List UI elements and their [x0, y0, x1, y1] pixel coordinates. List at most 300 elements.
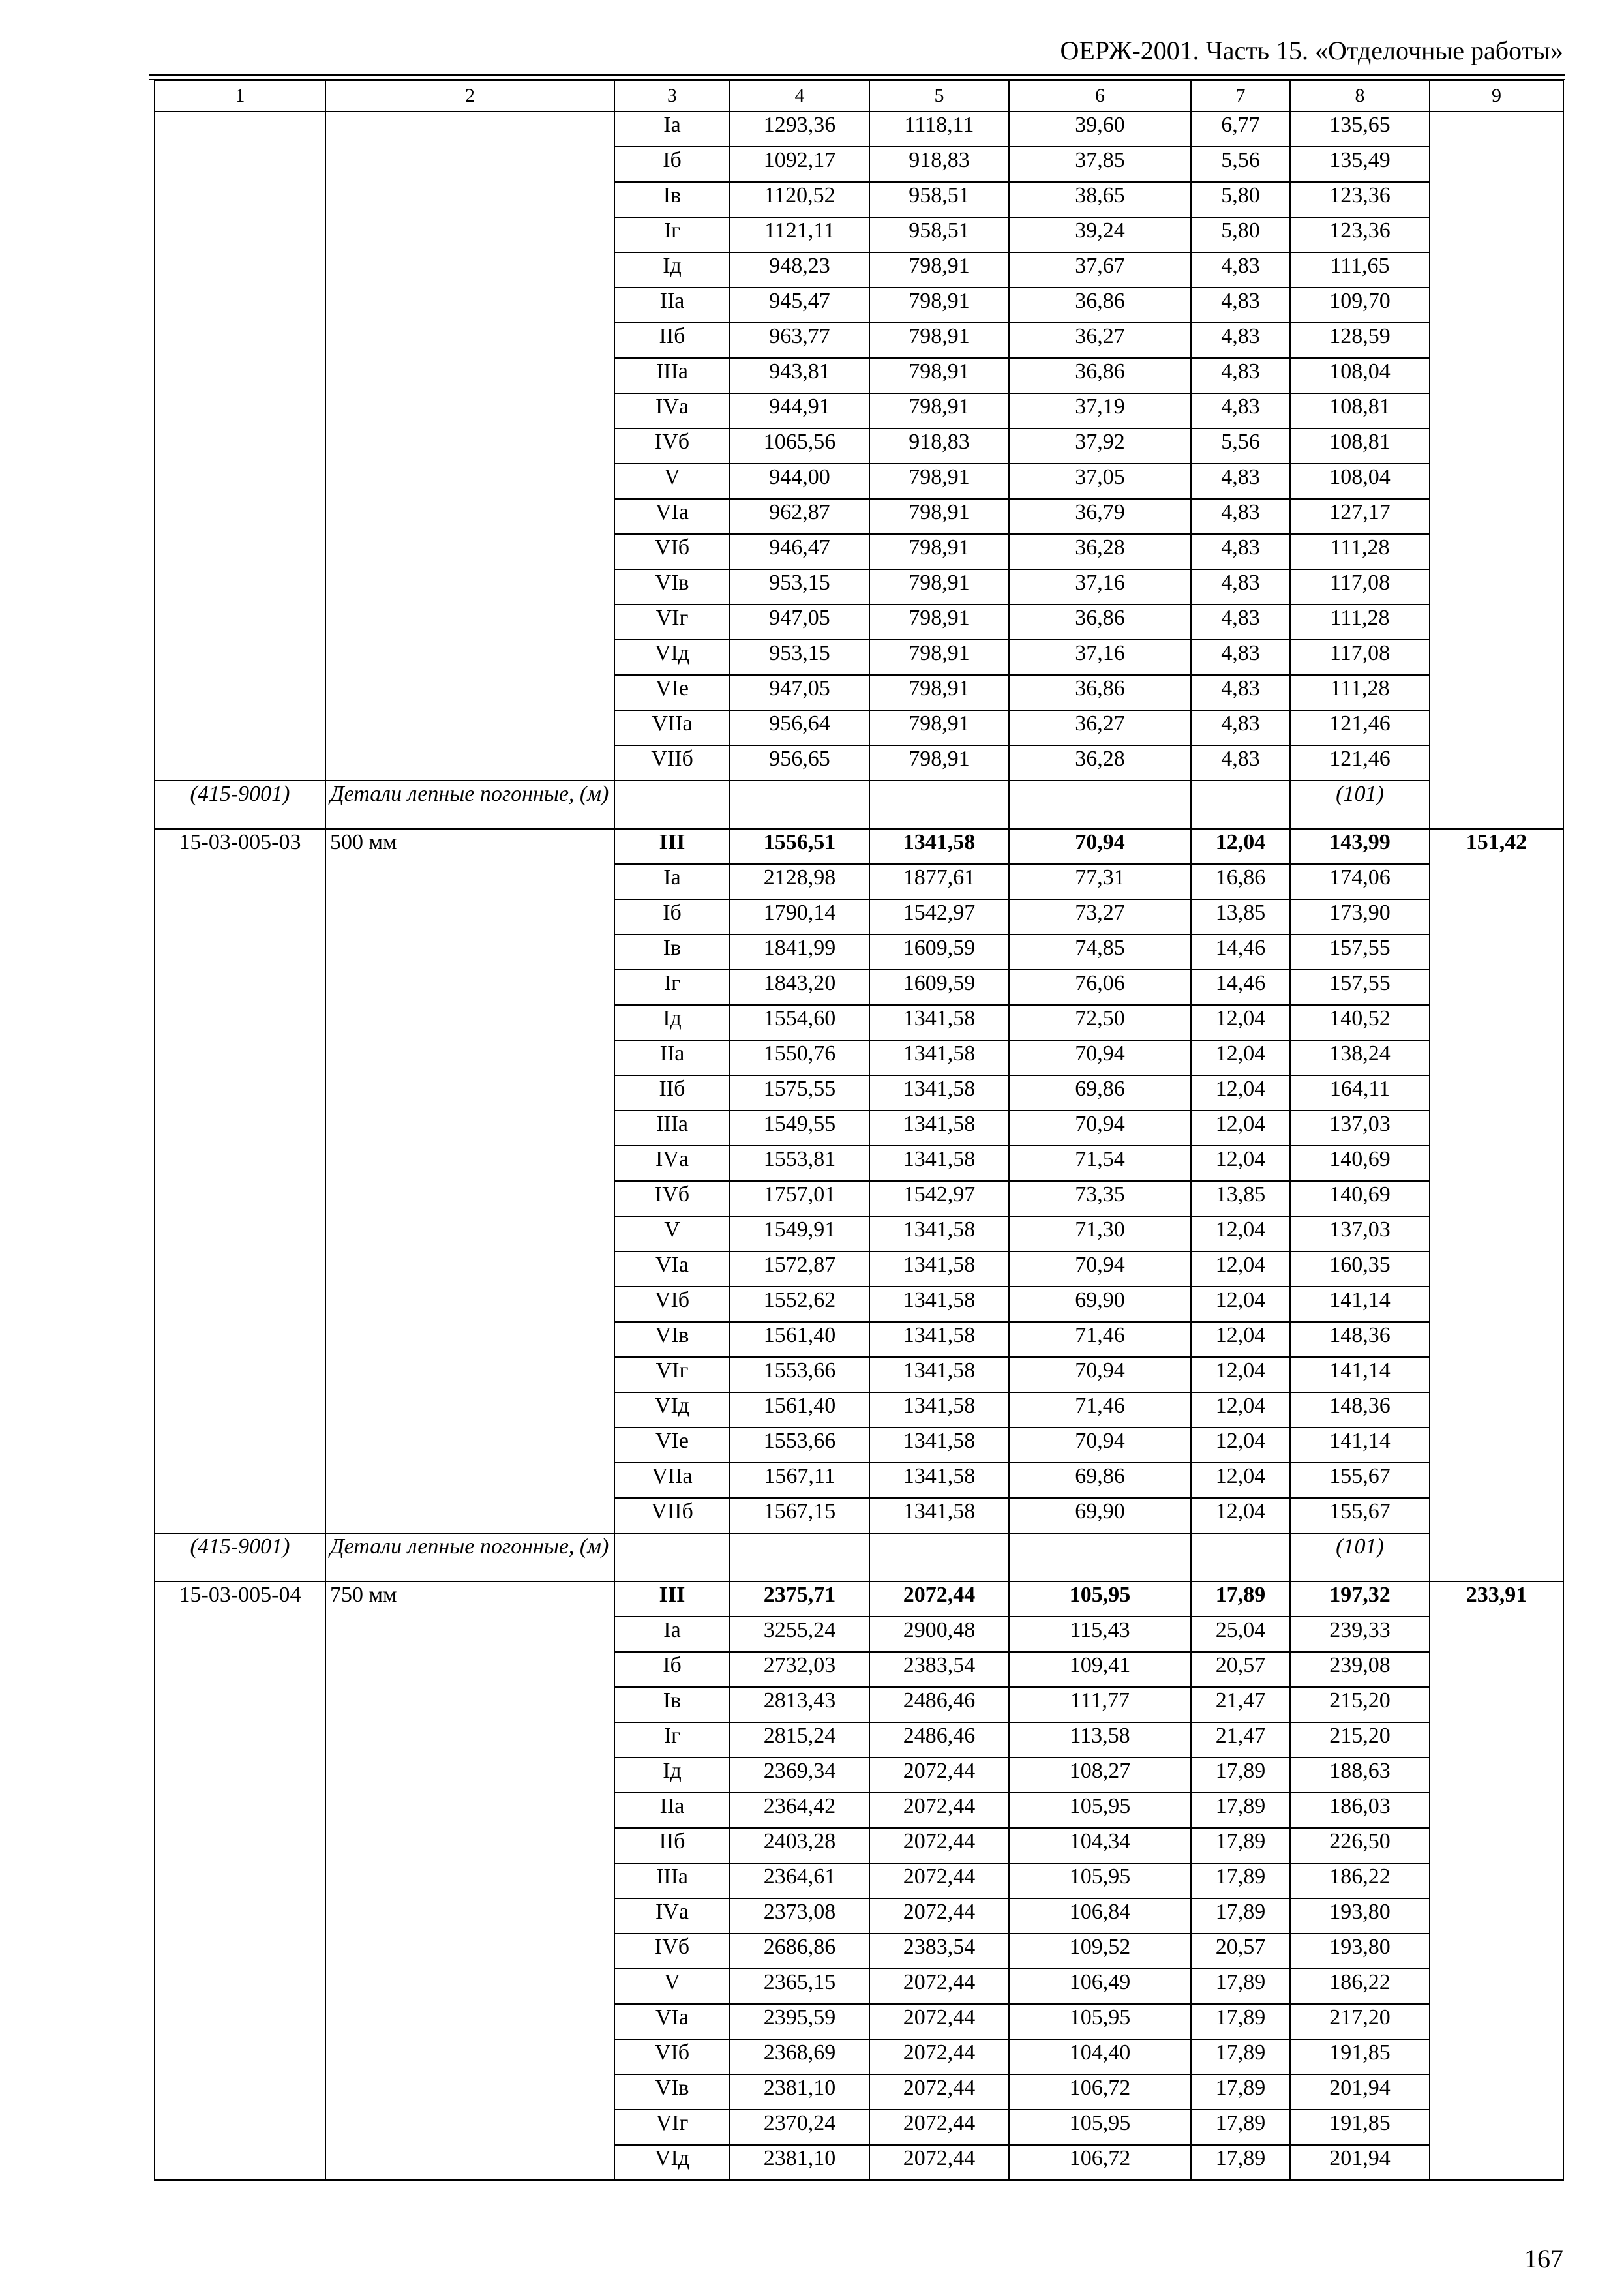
- machine-cost: 36,79: [1009, 499, 1191, 534]
- materials-cost: 239,33: [1290, 1617, 1430, 1652]
- wages: 1341,58: [869, 1111, 1009, 1146]
- machine-cost: 39,24: [1009, 217, 1191, 252]
- region-zone: VIд: [614, 640, 730, 675]
- wages: 1341,58: [869, 1498, 1009, 1533]
- machine-cost: 71,30: [1009, 1216, 1191, 1251]
- materials-cost: 111,28: [1290, 675, 1430, 710]
- wages: 1341,58: [869, 1040, 1009, 1075]
- total-cost: 1567,11: [730, 1463, 869, 1498]
- region-zone: IVа: [614, 1898, 730, 1934]
- materials-cost: 108,04: [1290, 464, 1430, 499]
- wages: 1341,58: [869, 1357, 1009, 1392]
- materials-cost: 128,59: [1290, 323, 1430, 358]
- machinist-wages: 20,57: [1191, 1934, 1290, 1969]
- region-zone: Iг: [614, 1722, 730, 1758]
- col9-value: 151,42: [1430, 829, 1563, 1581]
- machine-cost: 36,27: [1009, 710, 1191, 745]
- machine-cost: 36,86: [1009, 288, 1191, 323]
- machinist-wages: 12,04: [1191, 829, 1290, 864]
- machinist-wages: 17,89: [1191, 2074, 1290, 2110]
- machine-cost: 109,41: [1009, 1652, 1191, 1687]
- materials-cost: 191,85: [1290, 2110, 1430, 2145]
- header-rule: [149, 74, 1565, 76]
- machine-cost: 37,85: [1009, 147, 1191, 182]
- region-zone: V: [614, 464, 730, 499]
- machine-cost: 37,16: [1009, 640, 1191, 675]
- wages: 798,91: [869, 640, 1009, 675]
- region-zone: Iа: [614, 1617, 730, 1652]
- column-number: 5: [869, 80, 1009, 112]
- wages: 1341,58: [869, 1075, 1009, 1111]
- wages: 1341,58: [869, 1287, 1009, 1322]
- machinist-wages: 14,46: [1191, 970, 1290, 1005]
- machinist-wages: 4,83: [1191, 745, 1290, 781]
- materials-cost: 117,08: [1290, 640, 1430, 675]
- resource-code: (415-9001): [155, 781, 325, 829]
- wages: 2383,54: [869, 1652, 1009, 1687]
- total-cost: 1567,15: [730, 1498, 869, 1533]
- norm-code: 15-03-005-03: [155, 829, 325, 1533]
- wages: 2072,44: [869, 1758, 1009, 1793]
- materials-cost: 148,36: [1290, 1392, 1430, 1428]
- total-cost: 2813,43: [730, 1687, 869, 1722]
- total-cost: 944,00: [730, 464, 869, 499]
- total-cost: 1553,81: [730, 1146, 869, 1181]
- column-number: 9: [1430, 80, 1563, 112]
- wages: 798,91: [869, 323, 1009, 358]
- wages: 958,51: [869, 217, 1009, 252]
- region-zone: Iд: [614, 252, 730, 288]
- wages: 1341,58: [869, 829, 1009, 864]
- wages: 1341,58: [869, 1428, 1009, 1463]
- machinist-wages: 4,83: [1191, 358, 1290, 393]
- total-cost: 2395,59: [730, 2004, 869, 2039]
- region-zone: Iв: [614, 182, 730, 217]
- materials-cost: 186,03: [1290, 1793, 1430, 1828]
- region-zone: VIа: [614, 499, 730, 534]
- total-cost: 2381,10: [730, 2074, 869, 2110]
- total-cost: 1572,87: [730, 1251, 869, 1287]
- region-zone: V: [614, 1969, 730, 2004]
- total-cost: 1549,55: [730, 1111, 869, 1146]
- machine-cost: 69,86: [1009, 1075, 1191, 1111]
- machinist-wages: 12,04: [1191, 1146, 1290, 1181]
- machinist-wages: 17,89: [1191, 1863, 1290, 1898]
- total-cost: 956,65: [730, 745, 869, 781]
- empty-cell: [614, 781, 730, 829]
- column-number: 7: [1191, 80, 1290, 112]
- wages: 798,91: [869, 393, 1009, 428]
- materials-cost: 137,03: [1290, 1111, 1430, 1146]
- region-zone: Iг: [614, 970, 730, 1005]
- total-cost: 1757,01: [730, 1181, 869, 1216]
- column-number: 4: [730, 80, 869, 112]
- machine-cost: 70,94: [1009, 1428, 1191, 1463]
- machine-cost: 105,95: [1009, 1863, 1191, 1898]
- materials-cost: 117,08: [1290, 569, 1430, 605]
- total-cost: 3255,24: [730, 1617, 869, 1652]
- region-zone: VIе: [614, 1428, 730, 1463]
- machine-cost: 109,52: [1009, 1934, 1191, 1969]
- wages: 2072,44: [869, 1898, 1009, 1934]
- machinist-wages: 14,46: [1191, 935, 1290, 970]
- empty-cell: [1191, 1533, 1290, 1581]
- materials-cost: 140,69: [1290, 1181, 1430, 1216]
- total-cost: 946,47: [730, 534, 869, 569]
- region-zone: VIг: [614, 605, 730, 640]
- wages: 1609,59: [869, 935, 1009, 970]
- machinist-wages: 17,89: [1191, 2110, 1290, 2145]
- resource-quantity: (101): [1290, 1533, 1430, 1581]
- total-cost: 1575,55: [730, 1075, 869, 1111]
- materials-cost: 164,11: [1290, 1075, 1430, 1111]
- total-cost: 1561,40: [730, 1322, 869, 1357]
- region-zone: IIб: [614, 1075, 730, 1111]
- machinist-wages: 4,83: [1191, 288, 1290, 323]
- resource-description: Детали лепные погонные, (м): [325, 1533, 614, 1581]
- machine-cost: 37,67: [1009, 252, 1191, 288]
- empty-cell: [1009, 781, 1191, 829]
- machinist-wages: 4,83: [1191, 464, 1290, 499]
- materials-cost: 111,28: [1290, 605, 1430, 640]
- region-zone: Iд: [614, 1005, 730, 1040]
- machine-cost: 74,85: [1009, 935, 1191, 970]
- machinist-wages: 5,80: [1191, 182, 1290, 217]
- wages: 918,83: [869, 428, 1009, 464]
- machinist-wages: 17,89: [1191, 1898, 1290, 1934]
- price-table-body: [155, 80, 1563, 2180]
- machinist-wages: 4,83: [1191, 605, 1290, 640]
- region-zone: Iг: [614, 217, 730, 252]
- total-cost: 2686,86: [730, 1934, 869, 1969]
- total-cost: 2364,42: [730, 1793, 869, 1828]
- materials-cost: 186,22: [1290, 1863, 1430, 1898]
- materials-cost: 143,99: [1290, 829, 1430, 864]
- machinist-wages: 12,04: [1191, 1463, 1290, 1498]
- machinist-wages: 12,04: [1191, 1357, 1290, 1392]
- region-zone: VIб: [614, 534, 730, 569]
- materials-cost: 111,65: [1290, 252, 1430, 288]
- resource-quantity: (101): [1290, 781, 1430, 829]
- wages: 1341,58: [869, 1216, 1009, 1251]
- machinist-wages: 4,83: [1191, 252, 1290, 288]
- region-zone: IVа: [614, 393, 730, 428]
- materials-cost: 186,22: [1290, 1969, 1430, 2004]
- running-header: ОЕРЖ-2001. Часть 15. «Отделочные работы»: [1060, 36, 1563, 65]
- wages: 1877,61: [869, 864, 1009, 899]
- wages: 798,91: [869, 569, 1009, 605]
- materials-cost: 197,32: [1290, 1581, 1430, 1617]
- total-cost: 1561,40: [730, 1392, 869, 1428]
- machine-cost: 115,43: [1009, 1617, 1191, 1652]
- machine-cost: 39,60: [1009, 112, 1191, 147]
- total-cost: 956,64: [730, 710, 869, 745]
- total-cost: 1120,52: [730, 182, 869, 217]
- wages: 1341,58: [869, 1463, 1009, 1498]
- total-cost: 1550,76: [730, 1040, 869, 1075]
- region-zone: VIе: [614, 675, 730, 710]
- wages: 798,91: [869, 675, 1009, 710]
- machinist-wages: 5,56: [1191, 428, 1290, 464]
- region-zone: III: [614, 1581, 730, 1617]
- machinist-wages: 5,80: [1191, 217, 1290, 252]
- machinist-wages: 17,89: [1191, 2039, 1290, 2074]
- price-table: [154, 80, 1564, 2181]
- wages: 1542,97: [869, 899, 1009, 935]
- machine-cost: 36,28: [1009, 745, 1191, 781]
- resource-description: Детали лепные погонные, (м): [325, 781, 614, 829]
- materials-cost: 121,46: [1290, 745, 1430, 781]
- machinist-wages: 13,85: [1191, 899, 1290, 935]
- region-zone: VIв: [614, 569, 730, 605]
- materials-cost: 217,20: [1290, 2004, 1430, 2039]
- machine-cost: 73,27: [1009, 899, 1191, 935]
- region-zone: Iа: [614, 112, 730, 147]
- column-number: 6: [1009, 80, 1191, 112]
- materials-cost: 188,63: [1290, 1758, 1430, 1793]
- total-cost: 2128,98: [730, 864, 869, 899]
- machine-cost: 106,84: [1009, 1898, 1191, 1934]
- page-number: 167: [1524, 2244, 1563, 2273]
- region-zone: IVб: [614, 428, 730, 464]
- machinist-wages: 21,47: [1191, 1687, 1290, 1722]
- wages: 2072,44: [869, 2039, 1009, 2074]
- region-zone: IIа: [614, 1793, 730, 1828]
- materials-cost: 157,55: [1290, 935, 1430, 970]
- total-cost: 1065,56: [730, 428, 869, 464]
- materials-cost: 141,14: [1290, 1428, 1430, 1463]
- region-zone: VIд: [614, 1392, 730, 1428]
- region-zone: Iб: [614, 147, 730, 182]
- wages: 798,91: [869, 288, 1009, 323]
- wages: 1341,58: [869, 1251, 1009, 1287]
- wages: 798,91: [869, 464, 1009, 499]
- machinist-wages: 12,04: [1191, 1428, 1290, 1463]
- machinist-wages: 20,57: [1191, 1652, 1290, 1687]
- machinist-wages: 17,89: [1191, 2004, 1290, 2039]
- machinist-wages: 4,83: [1191, 534, 1290, 569]
- materials-cost: 174,06: [1290, 864, 1430, 899]
- machinist-wages: 12,04: [1191, 1040, 1290, 1075]
- total-cost: 943,81: [730, 358, 869, 393]
- total-cost: 1556,51: [730, 829, 869, 864]
- column-number-row: [155, 80, 1563, 112]
- materials-cost: 141,14: [1290, 1357, 1430, 1392]
- region-zone: VIIб: [614, 745, 730, 781]
- total-cost: 1293,36: [730, 112, 869, 147]
- machinist-wages: 12,04: [1191, 1075, 1290, 1111]
- region-zone: Iд: [614, 1758, 730, 1793]
- region-zone: VIIа: [614, 1463, 730, 1498]
- machine-cost: 106,72: [1009, 2145, 1191, 2180]
- norm-description: 750 мм: [325, 1581, 614, 2180]
- total-cost: 2732,03: [730, 1652, 869, 1687]
- materials-cost: 191,85: [1290, 2039, 1430, 2074]
- machinist-wages: 12,04: [1191, 1251, 1290, 1287]
- machinist-wages: 21,47: [1191, 1722, 1290, 1758]
- region-zone: IIIа: [614, 1863, 730, 1898]
- materials-cost: 201,94: [1290, 2074, 1430, 2110]
- region-zone: V: [614, 1216, 730, 1251]
- total-cost: 1790,14: [730, 899, 869, 935]
- materials-cost: 108,81: [1290, 393, 1430, 428]
- materials-cost: 148,36: [1290, 1322, 1430, 1357]
- total-cost: 963,77: [730, 323, 869, 358]
- region-zone: VIIб: [614, 1498, 730, 1533]
- region-zone: VIд: [614, 2145, 730, 2180]
- table-row: [155, 112, 1563, 147]
- total-cost: 2368,69: [730, 2039, 869, 2074]
- empty-cell: [869, 1533, 1009, 1581]
- wages: 2383,54: [869, 1934, 1009, 1969]
- total-cost: 953,15: [730, 640, 869, 675]
- col9-cell-empty: [1430, 112, 1563, 829]
- region-zone: VIв: [614, 1322, 730, 1357]
- resource-code: (415-9001): [155, 1533, 325, 1581]
- machinist-wages: 17,89: [1191, 1793, 1290, 1828]
- machinist-wages: 4,83: [1191, 393, 1290, 428]
- region-zone: Iб: [614, 1652, 730, 1687]
- total-cost: 2403,28: [730, 1828, 869, 1863]
- machine-cost: 37,92: [1009, 428, 1191, 464]
- total-cost: 1554,60: [730, 1005, 869, 1040]
- wages: 1341,58: [869, 1005, 1009, 1040]
- region-zone: Iа: [614, 864, 730, 899]
- machinist-wages: 4,83: [1191, 323, 1290, 358]
- materials-cost: 138,24: [1290, 1040, 1430, 1075]
- materials-cost: 155,67: [1290, 1498, 1430, 1533]
- total-cost: 2364,61: [730, 1863, 869, 1898]
- machinist-wages: 16,86: [1191, 864, 1290, 899]
- total-cost: 2381,10: [730, 2145, 869, 2180]
- materials-cost: 140,52: [1290, 1005, 1430, 1040]
- materials-cost: 121,46: [1290, 710, 1430, 745]
- region-zone: VIIа: [614, 710, 730, 745]
- wages: 2486,46: [869, 1687, 1009, 1722]
- materials-cost: 108,04: [1290, 358, 1430, 393]
- machinist-wages: 4,83: [1191, 499, 1290, 534]
- machine-cost: 106,49: [1009, 1969, 1191, 2004]
- total-cost: 1553,66: [730, 1428, 869, 1463]
- materials-cost: 127,17: [1290, 499, 1430, 534]
- region-zone: VIг: [614, 1357, 730, 1392]
- region-zone: IVб: [614, 1181, 730, 1216]
- machine-cost: 70,94: [1009, 829, 1191, 864]
- materials-cost: 123,36: [1290, 182, 1430, 217]
- machinist-wages: 12,04: [1191, 1005, 1290, 1040]
- resource-note-row: [155, 1533, 1563, 1581]
- machine-cost: 105,95: [1009, 1581, 1191, 1617]
- wages: 1341,58: [869, 1392, 1009, 1428]
- machine-cost: 70,94: [1009, 1111, 1191, 1146]
- wages: 2072,44: [869, 1863, 1009, 1898]
- empty-cell: [1191, 781, 1290, 829]
- total-cost: 2373,08: [730, 1898, 869, 1934]
- materials-cost: 160,35: [1290, 1251, 1430, 1287]
- wages: 798,91: [869, 252, 1009, 288]
- resource-note-row: [155, 781, 1563, 829]
- materials-cost: 111,28: [1290, 534, 1430, 569]
- wages: 2486,46: [869, 1722, 1009, 1758]
- materials-cost: 109,70: [1290, 288, 1430, 323]
- machinist-wages: 12,04: [1191, 1111, 1290, 1146]
- machinist-wages: 4,83: [1191, 640, 1290, 675]
- materials-cost: 215,20: [1290, 1722, 1430, 1758]
- region-zone: IIIа: [614, 358, 730, 393]
- machine-cost: 77,31: [1009, 864, 1191, 899]
- region-zone: IIб: [614, 323, 730, 358]
- wages: 2072,44: [869, 2004, 1009, 2039]
- machine-cost: 37,05: [1009, 464, 1191, 499]
- machine-cost: 36,28: [1009, 534, 1191, 569]
- machinist-wages: 6,77: [1191, 112, 1290, 147]
- machine-cost: 105,95: [1009, 2110, 1191, 2145]
- wages: 2072,44: [869, 2110, 1009, 2145]
- empty-cell: [614, 1533, 730, 1581]
- wages: 1542,97: [869, 1181, 1009, 1216]
- region-zone: IIа: [614, 1040, 730, 1075]
- total-cost: 947,05: [730, 675, 869, 710]
- machine-cost: 70,94: [1009, 1040, 1191, 1075]
- machine-cost: 36,27: [1009, 323, 1191, 358]
- machine-cost: 76,06: [1009, 970, 1191, 1005]
- region-zone: IIIа: [614, 1111, 730, 1146]
- wages: 798,91: [869, 358, 1009, 393]
- wages: 958,51: [869, 182, 1009, 217]
- machine-cost: 113,58: [1009, 1722, 1191, 1758]
- machinist-wages: 4,83: [1191, 675, 1290, 710]
- region-zone: VIб: [614, 1287, 730, 1322]
- norm-main-row: [155, 1581, 1563, 1617]
- wages: 798,91: [869, 534, 1009, 569]
- region-zone: III: [614, 829, 730, 864]
- total-cost: 1121,11: [730, 217, 869, 252]
- materials-cost: 201,94: [1290, 2145, 1430, 2180]
- machine-cost: 69,86: [1009, 1463, 1191, 1498]
- machine-cost: 69,90: [1009, 1287, 1191, 1322]
- materials-cost: 140,69: [1290, 1146, 1430, 1181]
- materials-cost: 193,80: [1290, 1898, 1430, 1934]
- machine-cost: 105,95: [1009, 2004, 1191, 2039]
- desc-cell-empty: [325, 112, 614, 781]
- machinist-wages: 13,85: [1191, 1181, 1290, 1216]
- total-cost: 2375,71: [730, 1581, 869, 1617]
- materials-cost: 135,65: [1290, 112, 1430, 147]
- empty-cell: [1009, 1533, 1191, 1581]
- materials-cost: 137,03: [1290, 1216, 1430, 1251]
- region-zone: IIб: [614, 1828, 730, 1863]
- wages: 2900,48: [869, 1617, 1009, 1652]
- total-cost: 2369,34: [730, 1758, 869, 1793]
- machinist-wages: 5,56: [1191, 147, 1290, 182]
- code-cell-empty: [155, 112, 325, 781]
- machine-cost: 38,65: [1009, 182, 1191, 217]
- machinist-wages: 12,04: [1191, 1322, 1290, 1357]
- machine-cost: 69,90: [1009, 1498, 1191, 1533]
- col9-value: 233,91: [1430, 1581, 1563, 2180]
- machinist-wages: 4,83: [1191, 710, 1290, 745]
- region-zone: VIб: [614, 2039, 730, 2074]
- region-zone: Iв: [614, 935, 730, 970]
- machinist-wages: 17,89: [1191, 1828, 1290, 1863]
- materials-cost: 226,50: [1290, 1828, 1430, 1863]
- machine-cost: 36,86: [1009, 358, 1191, 393]
- machinist-wages: 17,89: [1191, 2145, 1290, 2180]
- materials-cost: 123,36: [1290, 217, 1430, 252]
- wages: 2072,44: [869, 2145, 1009, 2180]
- machinist-wages: 17,89: [1191, 1758, 1290, 1793]
- wages: 2072,44: [869, 1581, 1009, 1617]
